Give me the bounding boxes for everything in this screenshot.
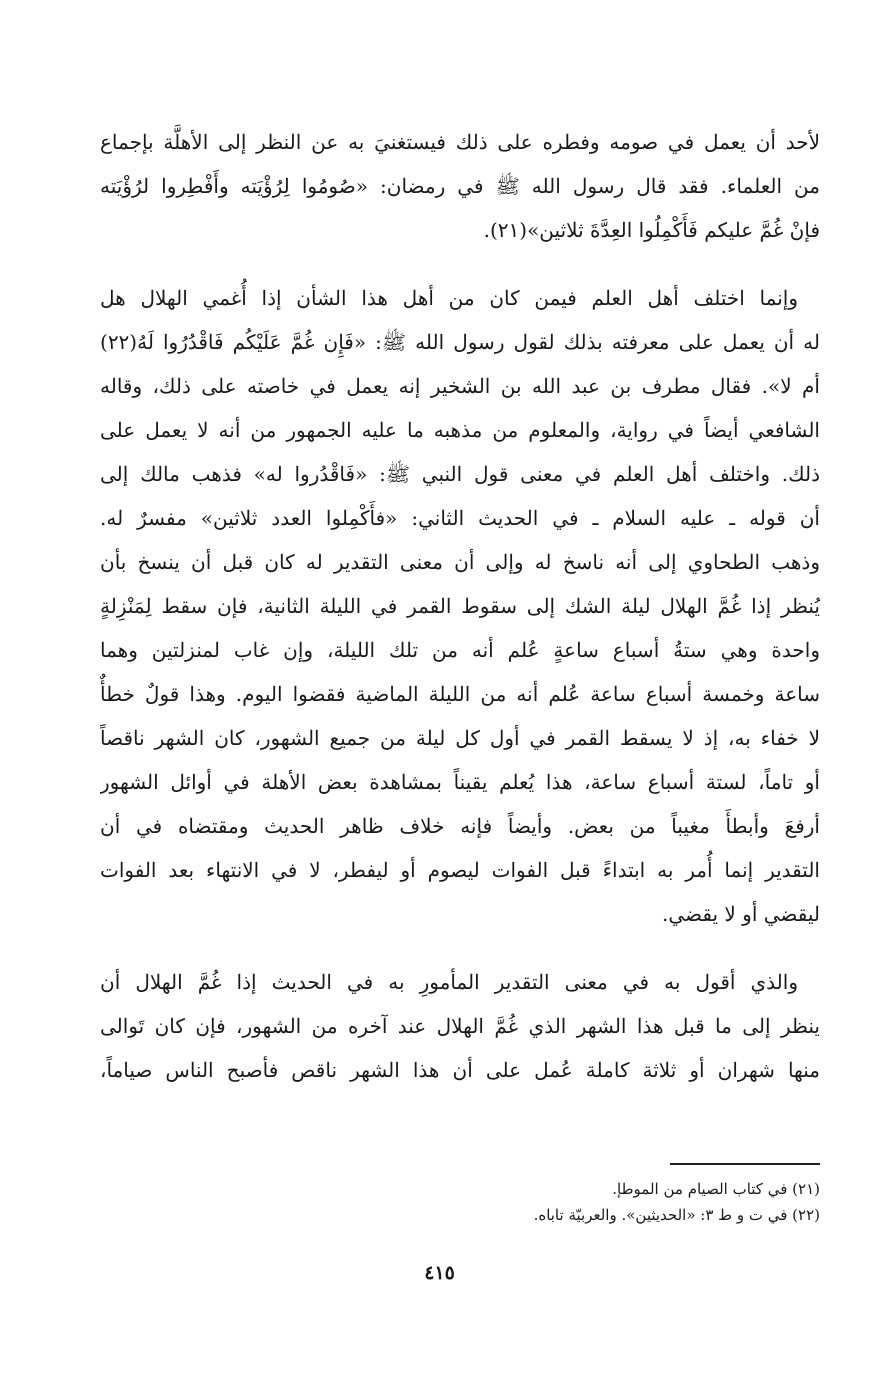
text-line: لا خفاء به، إذ لا يسقط القمر في أول كل ليلة من جميع الشهور، كان الشهر ناقصاً <box>100 726 820 750</box>
page-number: ٤١٥ <box>424 1262 455 1284</box>
main-text <box>100 120 820 1092</box>
text-line: واحدة وهي ستةُ أسباع ساعةٍ عُلم أنه من تلك الليلة، وإن غاب لمنزلتين وهما <box>100 638 820 662</box>
text-line: وإنما اختلف أهل العلم فيمن كان من أهل هذا الشأن إذا أُغمي الهلال هل <box>100 286 798 310</box>
text-line: وذهب الطحاوي إلى أنه ناسخ له وإلى أن معنى التقدير له كان قبل أن ينسخ بأن <box>100 550 820 574</box>
text-line: أن قوله ـ عليه السلام ـ في الحديث الثاني: «فأَكْمِلوا العدد ثلاثين» مفسرٌ له. <box>100 506 820 530</box>
text-line: ينظر إلى ما قبل هذا الشهر الذي غُمَّ الهلال عند آخره من الشهور، فإن كان تَوالى <box>100 1014 820 1038</box>
text-line: فإنْ غُمَّ عليكم فَأَكْمِلُوا العِدَّةَ ثلاثين»(٢١). <box>483 218 820 242</box>
text-line: ذلك. واختلف أهل العلم في معنى قول النبي ﷺ: «فَاقْدُروا له» فذهب مالك إلى <box>100 462 820 486</box>
text-line: أرفعَ وأبطأَ مغيباً من بعض. وأيضاً فإنه خلاف ظاهر الحديث ومقتضاه في أن <box>100 814 820 838</box>
footnote-divider <box>670 1163 820 1165</box>
text-line: والذي أقول به في معنى التقدير المأمورِ به في الحديث إذا غُمَّ الهلال أن <box>100 970 798 994</box>
text-line: من العلماء. فقد قال رسول الله ﷺ في رمضان: «صُومُوا لِرُؤْيَته وأَفْطِروا لرُؤْيَته <box>100 174 820 198</box>
text-line: التقدير إنما أُمر به ابتداءً قبل الفوات ليصوم أو ليفطر، لا في الانتهاء بعد الفوات <box>100 858 820 882</box>
paragraph-1 <box>100 120 820 252</box>
text-line: منها شهران أو ثلاثة كاملة عُمل على أن هذا الشهر ناقص فأصبح الناس صياماً، <box>100 1058 820 1082</box>
footnote-21: (٢١) في كتاب الصيام من الموطإ. <box>612 1180 820 1198</box>
paragraph-2 <box>100 276 820 936</box>
text-line: لأحد أن يعمل في صومه وفطره على ذلك فيستغنيَ به عن النظر إلى الأهلَّة بإجماع <box>100 130 820 154</box>
text-line: الشافعي أيضاً في رواية، والمعلوم من مذهبه ما عليه الجمهور من أنه لا يعمل على <box>100 418 820 442</box>
footnotes <box>100 1176 820 1228</box>
text-line: له أن يعمل على معرفته بذلك لقول رسول الله ﷺ: «فَإِن غُمَّ عَلَيْكُم فَاقْدُرُوا لَهُ(٢٢) <box>100 330 820 354</box>
text-line: ليقضي أو لا يقضي. <box>661 902 820 926</box>
text-line: أو تاماً، لستة أسباع ساعة، هذا يُعلم يقيناً بمشاهدة بعض الأهلة في أوائل الشهور <box>100 770 820 794</box>
paragraph-3 <box>100 960 820 1092</box>
text-line: يُنظر إذا غُمَّ الهلال ليلة الشك إلى سقوط القمر في الليلة الثانية، فإن سقط لِمَنْزِلةٍ <box>100 594 820 618</box>
text-line: أم لا». فقال مطرف بن عبد الله بن الشخير إنه يعمل في خاصته على ذلك، وقاله <box>100 374 820 398</box>
footnote-22: (٢٢) في ت و ط ٣: «الحديثين». والعربيّة تاباه. <box>533 1206 820 1224</box>
text-line: ساعة وخمسة أسباع ساعة عُلم أنه من الليلة الماضية فقضوا اليوم. وهذا قولٌ خطأٌ <box>100 682 820 706</box>
